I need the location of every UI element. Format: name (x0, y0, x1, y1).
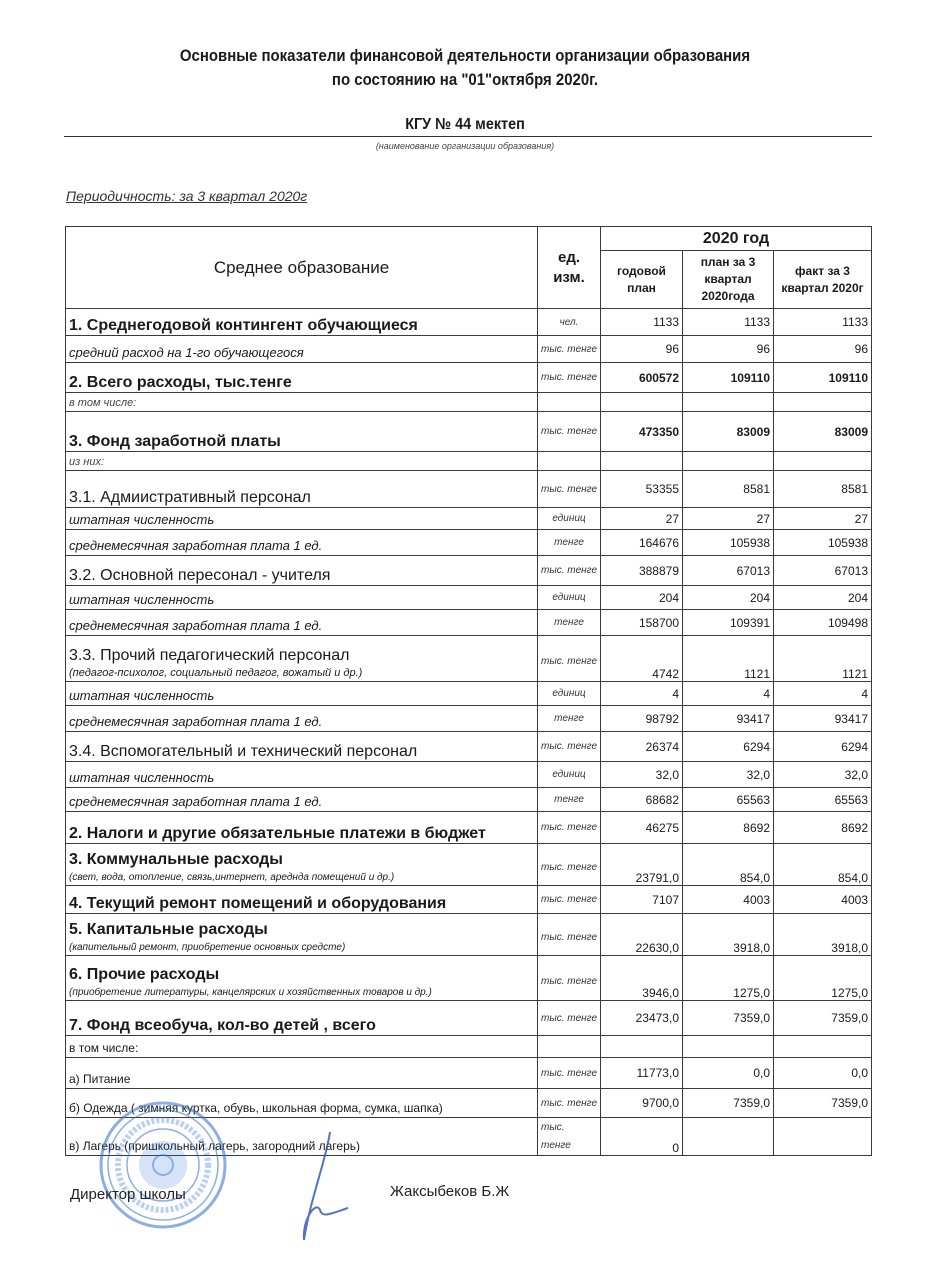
cell-annual-plan: 96 (601, 336, 683, 363)
table-row (66, 530, 872, 556)
cell-plan-q3: 4 (683, 682, 774, 706)
table-row (66, 452, 872, 471)
cell-fact-q3: 96 (774, 336, 872, 363)
row-unit: тенге (538, 610, 601, 636)
cell-plan-q3 (683, 1118, 774, 1156)
row-label: среднемесячная заработная плата 1 ед. (69, 538, 323, 553)
row-label: 2. Всего расходы, тыс.тенге (69, 374, 292, 391)
cell-fact-q3 (774, 1036, 872, 1058)
row-label-cell (66, 530, 538, 556)
row-label-cell (66, 762, 538, 788)
row-label-cell (66, 788, 538, 812)
row-label-cell (66, 393, 538, 412)
row-label: штатная численность (69, 770, 215, 785)
row-label-cell (66, 471, 538, 508)
cell-fact-q3: 109498 (774, 610, 872, 636)
row-label: 3.2. Основной пересонал - учителя (69, 567, 331, 584)
cell-fact-q3: 7359,0 (774, 1089, 872, 1118)
cell-fact-q3: 1133 (774, 309, 872, 336)
row-unit (538, 393, 601, 412)
cell-plan-q3: 96 (683, 336, 774, 363)
row-label-cell (66, 336, 538, 363)
row-label: среднемесячная заработная плата 1 ед. (69, 618, 323, 633)
row-label: 1. Среднегодовой контингент обучающиеся (69, 317, 418, 334)
cell-fact-q3: 65563 (774, 788, 872, 812)
cell-annual-plan: 22630,0 (601, 914, 683, 956)
cell-annual-plan: 46275 (601, 812, 683, 844)
table-row (66, 812, 872, 844)
row-label: 2. Налоги и другие обязательные платежи в бюджет (69, 825, 486, 842)
row-sublabel: (свет, вода, отопление, связь,интернет, ареднда помещений и др.) (69, 872, 395, 883)
cell-annual-plan: 7107 (601, 886, 683, 914)
cell-fact-q3: 27 (774, 508, 872, 530)
header-fact-q3: факт за 3 квартал 2020г (774, 251, 872, 309)
table-row (66, 706, 872, 732)
cell-fact-q3: 6294 (774, 732, 872, 762)
row-label-cell (66, 610, 538, 636)
cell-plan-q3: 7359,0 (683, 1089, 774, 1118)
row-unit: тенге (538, 788, 601, 812)
header-plan-q3: план за 3 квартал 2020года (683, 251, 774, 309)
cell-plan-q3: 854,0 (683, 844, 774, 886)
row-label-cell (66, 412, 538, 452)
row-label: из них: (69, 456, 105, 468)
row-unit: тыс. тенге (538, 1058, 601, 1089)
cell-fact-q3: 854,0 (774, 844, 872, 886)
cell-plan-q3: 1121 (683, 636, 774, 682)
official-seal-icon (98, 1100, 228, 1230)
row-unit: единиц (538, 762, 601, 788)
cell-plan-q3: 27 (683, 508, 774, 530)
row-label-cell (66, 508, 538, 530)
table-row (66, 556, 872, 586)
cell-annual-plan: 68682 (601, 788, 683, 812)
cell-annual-plan: 98792 (601, 706, 683, 732)
cell-annual-plan: 32,0 (601, 762, 683, 788)
table-row (66, 1058, 872, 1089)
row-label: штатная численность (69, 512, 215, 527)
cell-plan-q3: 8692 (683, 812, 774, 844)
cell-annual-plan: 0 (601, 1118, 683, 1156)
cell-plan-q3: 105938 (683, 530, 774, 556)
table-row (66, 682, 872, 706)
row-label: 3.3. Прочий педагогический персонал (69, 647, 350, 664)
cell-annual-plan: 1133 (601, 309, 683, 336)
row-label-cell (66, 1001, 538, 1036)
periodicity: Периодичность: за 3 квартал 2020г (66, 188, 308, 204)
row-label-cell (66, 452, 538, 471)
row-unit: тыс. тенге (538, 363, 601, 393)
row-label-cell (66, 556, 538, 586)
row-unit: тыс. тенге (538, 956, 601, 1001)
cell-fact-q3: 83009 (774, 412, 872, 452)
table-row (66, 914, 872, 956)
row-unit: единиц (538, 682, 601, 706)
financial-indicators-table (65, 226, 872, 1156)
table-row (66, 508, 872, 530)
header-year: 2020 год (601, 227, 872, 251)
row-unit (538, 452, 601, 471)
organization-name: КГУ № 44 мектеп (405, 116, 525, 133)
cell-annual-plan: 9700,0 (601, 1089, 683, 1118)
cell-fact-q3: 4 (774, 682, 872, 706)
row-unit: единиц (538, 508, 601, 530)
row-label: 3. Коммунальные расходы (69, 851, 283, 868)
table-row (66, 610, 872, 636)
cell-plan-q3: 83009 (683, 412, 774, 452)
cell-annual-plan: 164676 (601, 530, 683, 556)
row-label-cell (66, 914, 538, 956)
row-unit: чел. (538, 309, 601, 336)
cell-fact-q3: 93417 (774, 706, 872, 732)
cell-plan-q3: 204 (683, 586, 774, 610)
table-row (66, 762, 872, 788)
row-unit: тыс. тенге (538, 886, 601, 914)
table-row (66, 412, 872, 452)
signature-icon (290, 1130, 360, 1250)
row-label: в) Лагерь (пришкольный лагерь, загородний лагерь) (69, 1139, 360, 1153)
row-label-cell (66, 844, 538, 886)
cell-plan-q3: 4003 (683, 886, 774, 914)
row-unit-line1: тыс. (541, 1121, 565, 1133)
cell-annual-plan: 11773,0 (601, 1058, 683, 1089)
cell-fact-q3: 204 (774, 586, 872, 610)
cell-annual-plan: 473350 (601, 412, 683, 452)
cell-annual-plan: 600572 (601, 363, 683, 393)
cell-fact-q3: 0,0 (774, 1058, 872, 1089)
row-unit: тыс. тенге (538, 1089, 601, 1118)
row-label-cell (66, 586, 538, 610)
row-label: штатная численность (69, 688, 215, 703)
cell-annual-plan (601, 1036, 683, 1058)
cell-plan-q3: 32,0 (683, 762, 774, 788)
cell-fact-q3: 4003 (774, 886, 872, 914)
row-label-cell (66, 309, 538, 336)
table-row (66, 636, 872, 682)
row-unit-line2: тенге (541, 1139, 571, 1151)
cell-plan-q3: 1133 (683, 309, 774, 336)
cell-annual-plan: 26374 (601, 732, 683, 762)
cell-plan-q3: 8581 (683, 471, 774, 508)
cell-annual-plan: 53355 (601, 471, 683, 508)
row-label-cell (66, 812, 538, 844)
row-label: 6. Прочие расходы (69, 966, 220, 983)
row-label-cell (66, 956, 538, 1001)
table-row (66, 886, 872, 914)
table-row (66, 586, 872, 610)
row-sublabel: (педагог-психолог, социальный педагог, вожатый и др.) (69, 667, 363, 679)
header-section: Среднее образование (66, 227, 538, 309)
row-label-cell (66, 363, 538, 393)
row-unit: тыс. тенге (538, 844, 601, 886)
cell-plan-q3: 67013 (683, 556, 774, 586)
row-unit: тыс. тенге (538, 471, 601, 508)
cell-plan-q3: 109110 (683, 363, 774, 393)
cell-fact-q3: 32,0 (774, 762, 872, 788)
cell-plan-q3: 1275,0 (683, 956, 774, 1001)
cell-fact-q3: 67013 (774, 556, 872, 586)
table-row (66, 956, 872, 1001)
row-unit: тыс. тенге (538, 812, 601, 844)
row-label-cell (66, 886, 538, 914)
row-unit: тыс. тенге (538, 914, 601, 956)
cell-plan-q3: 3918,0 (683, 914, 774, 956)
table-row (66, 732, 872, 762)
cell-annual-plan: 4742 (601, 636, 683, 682)
cell-fact-q3: 1275,0 (774, 956, 872, 1001)
table-row (66, 309, 872, 336)
cell-fact-q3: 109110 (774, 363, 872, 393)
header-annual-plan: годовой план (601, 251, 683, 309)
table-row (66, 1001, 872, 1036)
report-title: Основные показатели финансовой деятельности организации образования (179, 46, 751, 65)
row-unit: тенге (538, 706, 601, 732)
row-unit: тыс. тенге (538, 556, 601, 586)
cell-fact-q3: 7359,0 (774, 1001, 872, 1036)
row-label: 3.4. Вспомогательный и технический персонал (69, 743, 418, 760)
cell-plan-q3: 93417 (683, 706, 774, 732)
table-row (66, 363, 872, 393)
row-unit: тыс. тенге (538, 732, 601, 762)
cell-fact-q3: 8692 (774, 812, 872, 844)
cell-annual-plan: 23473,0 (601, 1001, 683, 1036)
organization-caption: (наименование организации образования) (375, 141, 555, 151)
row-label: в том числе: (69, 1041, 139, 1055)
row-label: 3. Фонд заработной платы (69, 433, 281, 450)
row-unit (538, 1118, 601, 1156)
cell-plan-q3 (683, 452, 774, 471)
row-label: в том числе: (69, 397, 137, 409)
cell-fact-q3: 105938 (774, 530, 872, 556)
row-label: штатная численность (69, 592, 215, 607)
cell-annual-plan: 27 (601, 508, 683, 530)
cell-fact-q3: 1121 (774, 636, 872, 682)
row-label: б) Одежда ( зимняя куртка, обувь, школьная форма, сумка, шапка) (69, 1101, 443, 1115)
row-unit: тенге (538, 530, 601, 556)
row-label: а) Питание (69, 1072, 131, 1086)
row-unit: тыс. тенге (538, 636, 601, 682)
cell-annual-plan: 3946,0 (601, 956, 683, 1001)
row-sublabel: (приобретение литературы, канцелярских и хозяйственных товаров и др.) (69, 987, 432, 998)
cell-annual-plan: 388879 (601, 556, 683, 586)
table-row (66, 471, 872, 508)
cell-annual-plan (601, 452, 683, 471)
row-label: 4. Текущий ремонт помещений и оборудования (69, 895, 447, 912)
cell-fact-q3 (774, 393, 872, 412)
header-unit (538, 227, 601, 309)
cell-annual-plan: 158700 (601, 610, 683, 636)
row-unit: тыс. тенге (538, 412, 601, 452)
table-row (66, 788, 872, 812)
cell-fact-q3 (774, 452, 872, 471)
row-label: средний расход на 1-го обучающегося (69, 345, 304, 360)
cell-plan-q3: 6294 (683, 732, 774, 762)
table-row (66, 393, 872, 412)
table-row (66, 844, 872, 886)
cell-plan-q3: 0,0 (683, 1058, 774, 1089)
row-unit (538, 1036, 601, 1058)
cell-plan-q3: 65563 (683, 788, 774, 812)
row-unit: тыс. тенге (538, 1001, 601, 1036)
cell-fact-q3: 8581 (774, 471, 872, 508)
cell-annual-plan: 4 (601, 682, 683, 706)
table-row (66, 1036, 872, 1058)
row-label: 5. Капитальные расходы (69, 921, 268, 938)
cell-annual-plan (601, 393, 683, 412)
row-label: среднемесячная заработная плата 1 ед. (69, 794, 323, 809)
row-label-cell (66, 706, 538, 732)
row-label-cell (66, 1036, 538, 1058)
cell-plan-q3: 109391 (683, 610, 774, 636)
row-label-cell (66, 636, 538, 682)
report-date: по состоянию на "01"октября 2020г. (331, 70, 599, 89)
row-label-cell (66, 1058, 538, 1089)
cell-annual-plan: 204 (601, 586, 683, 610)
row-unit: единиц (538, 586, 601, 610)
row-sublabel: (капительный ремонт, приобретение основных средстe) (69, 942, 346, 953)
cell-fact-q3 (774, 1118, 872, 1156)
row-label: 3.1. Адмиистративный персонал (69, 489, 311, 506)
row-label: среднемесячная заработная плата 1 ед. (69, 714, 323, 729)
director-name: Жаксыбеков Б.Ж (390, 1183, 510, 1200)
row-label-cell (66, 682, 538, 706)
cell-fact-q3: 3918,0 (774, 914, 872, 956)
row-unit: тыс. тенге (538, 336, 601, 363)
cell-plan-q3 (683, 1036, 774, 1058)
table-row (66, 336, 872, 363)
organization-underline (64, 136, 872, 137)
cell-plan-q3: 7359,0 (683, 1001, 774, 1036)
row-label-cell (66, 732, 538, 762)
row-label: 7. Фонд всеобуча, кол-во детей , всего (69, 1017, 376, 1034)
director-title: Директор школы (70, 1186, 186, 1203)
cell-plan-q3 (683, 393, 774, 412)
cell-annual-plan: 23791,0 (601, 844, 683, 886)
table-body (66, 309, 872, 1156)
header-unit-text: ед. изм. (553, 248, 585, 286)
